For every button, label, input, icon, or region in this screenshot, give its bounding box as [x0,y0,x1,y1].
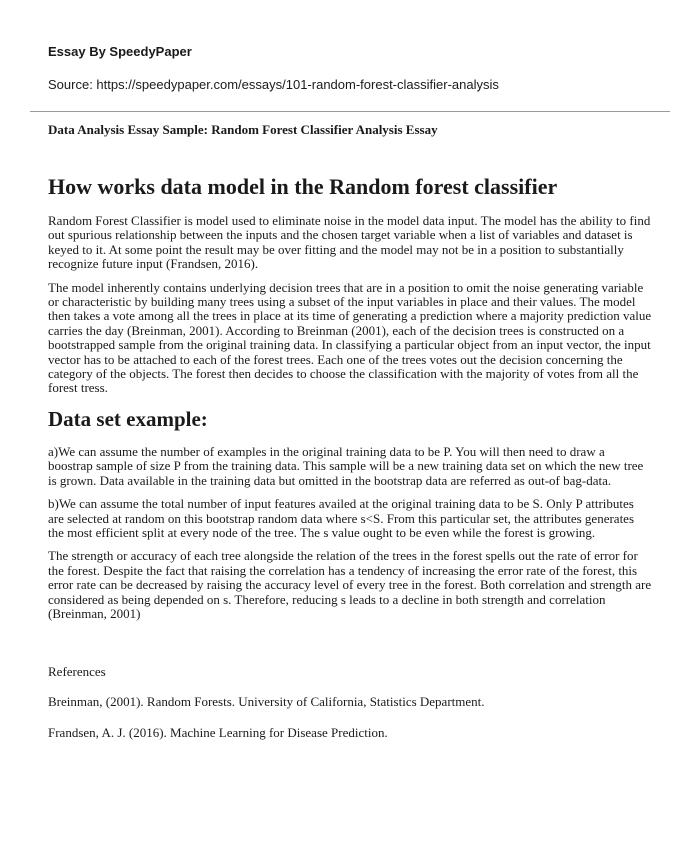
header-title: Essay By SpeedyPaper [48,44,192,59]
references-label: References [48,664,106,680]
essay-title: Data Analysis Essay Sample: Random Forest Classifier Analysis Essay [48,122,438,137]
paragraph: The strength or accuracy of each tree alongside the relation of the trees in the forest spells out the rate of error for the forest. Despite the fact that raising the correlation has a tendency of increasing the error rate of the forest, this error rate can be decreased by raising the accuracy level of every tree in the forest. Both correlation and strength are considered as being depended on s. Therefore, reducing s leads to a decline in both strength and correlation (Breinman, 2001) [48,548,652,621]
header-source: Source: https://speedypaper.com/essays/101-random-forest-classifier-analysis [48,77,499,92]
reference-item: Breinman, (2001). Random Forests. University of California, Statistics Department. [48,694,485,710]
section-heading-random-forest: How works data model in the Random forest classifier [48,174,558,199]
header-divider [30,111,670,112]
paragraph: Random Forest Classifier is model used to eliminate noise in the model data input. The model has the ability to find out spurious relationship between the inputs and the chosen target variable when a list of variables and dataset is keyed to it. At some point the result may be over fitting and the model may not be in a position to substantially recognize future input (Frandsen, 2016). [48,213,651,272]
paragraph: a)We can assume the number of examples in the original training data to be P. You will then need to draw a boostrap sample of size P from the training data. This sample will be a new training data set on which the new tree is grown. Data available in the training data but omitted in the bootstrap data are referred as out-of bag-data. [48,443,644,488]
paragraph: The model inherently contains underlying decision trees that are in a position to omit the noise generating variable or characteristic by building many trees using a subset of the input variables in place and their values. The model then takes a vote among all the trees in place at its time of generating a prediction where a majority prediction value carries the day (Breinman, 2001). According to Breinman (2001), each of the decision trees is constructed on a bootstrapped sample from the original training data. In classifying a particular object from an input vector, the input vector has to be attached to each of the forest trees. Each one of the trees votes out the decision concerning the category of the objects. The forest then decides to choose the classification with the majority of votes from all the forest tress. [48,279,652,396]
reference-item: Frandsen, A. J. (2016). Machine Learning for Disease Prediction. [48,725,388,741]
paragraph: b)We can assume the total number of input features availed at the original training data to be S. Only P attributes are selected at random on this bootstrap random data where s<S. From this particular set, the attributes generates the most efficient split at every node of the tree. The s value ought to be even while the forest is growing. [48,496,635,540]
section-heading-data-set-example: Data set example: [48,406,208,431]
